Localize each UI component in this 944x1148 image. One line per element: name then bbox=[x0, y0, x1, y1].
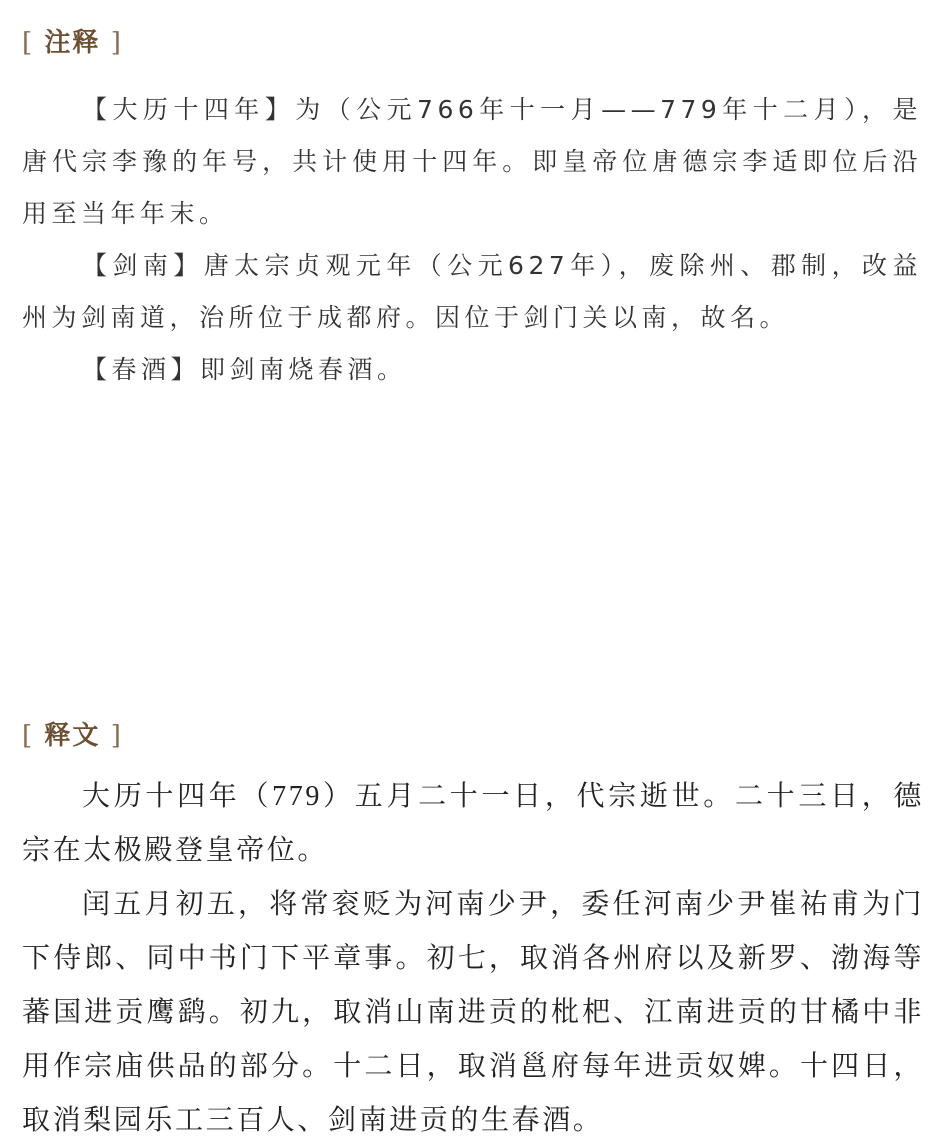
heading-bracket-left: [ bbox=[22, 28, 35, 58]
translation-heading bbox=[22, 715, 123, 752]
notes-heading bbox=[22, 22, 123, 59]
note-entry-chunjiu bbox=[22, 344, 922, 396]
note-text: 唐太宗贞观元年（公元627年），废除州、郡制，改益州为剑南道，治所位于成都府。因位于剑门关以南，故名。 bbox=[22, 251, 922, 332]
note-term: 【春酒】 bbox=[82, 355, 201, 384]
notes-body bbox=[22, 84, 922, 396]
heading-bracket-right: ] bbox=[110, 28, 123, 58]
note-entry-dali bbox=[22, 84, 922, 240]
note-text: 为（公元766年十一月——779年十二月），是唐代宗李豫的年号，共计使用十四年。即皇帝位唐德宗李适即位后沿用至当年年末。 bbox=[22, 95, 922, 228]
notes-heading-title: 注释 bbox=[44, 28, 101, 58]
heading-bracket-left: [ bbox=[22, 721, 35, 751]
note-entry-jiannan bbox=[22, 240, 922, 344]
note-term: 【剑南】 bbox=[82, 251, 204, 280]
heading-bracket-right: ] bbox=[110, 721, 123, 751]
note-text: 即剑南烧春酒。 bbox=[200, 355, 407, 384]
note-term: 【大历十四年】 bbox=[82, 95, 296, 124]
translation-paragraph: 闰五月初五，将常衮贬为河南少尹，委任河南少尹崔祐甫为门下侍郎、同中书门下平章事。初七，取消各州府以及新罗、渤海等蕃国进贡鹰鹞。初九，取消山南进贡的枇杷、江南进贡的甘橘中非用作宗庙供品的部分。十二日，取消邕府每年进贡奴婢。十四日，取消梨园乐工三百人、剑南进贡的生春酒。 bbox=[22, 889, 924, 1136]
translation-body bbox=[22, 770, 924, 1148]
translation-heading-title: 释文 bbox=[44, 721, 101, 751]
translation-paragraph: 大历十四年（779）五月二十一日，代宗逝世。二十三日，德宗在太极殿登皇帝位。 bbox=[22, 781, 924, 866]
